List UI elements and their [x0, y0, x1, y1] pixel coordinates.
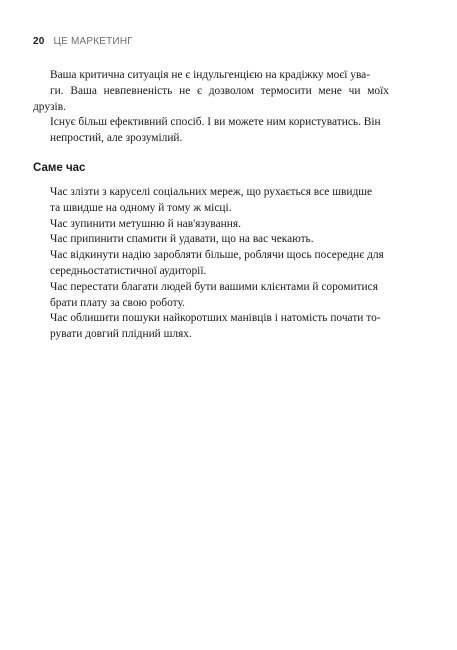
body-text	[33, 68, 389, 343]
text-line: Час припинити спамити й удавати, що на вас чекають.	[50, 233, 314, 246]
section-heading: Саме час	[33, 161, 86, 174]
text-line: та швидше на одному й тому ж місці.	[50, 201, 232, 214]
running-head	[33, 36, 133, 48]
text-line: брати плату за свою роботу.	[50, 296, 185, 309]
text-line: Час злізти з каруселі соціальних мереж, що рухається все швидше	[50, 185, 373, 198]
text-line: Час облишити пошуки найкоротших манівців і натомість почати то-	[50, 312, 381, 325]
text-line: непростий, але зрозумілий.	[50, 132, 183, 145]
text-line: рувати довгий плідний шлях.	[50, 328, 192, 341]
page-number: 20	[33, 36, 45, 47]
text-line: Час перестати благати людей бути вашими клієнтами й соромитися	[50, 280, 378, 293]
paragraph	[33, 115, 389, 147]
text-line: Ваша критична ситуація не є індульгенцією на крадіжку моєї ува-	[50, 69, 371, 81]
paragraph	[33, 232, 389, 248]
text-line: Існує більш ефективний спосіб. І ви можете ним користуватись. Він	[50, 116, 381, 129]
text-line: середньостатистичної аудиторії.	[50, 264, 207, 277]
paragraph	[33, 280, 389, 312]
paragraph	[33, 68, 389, 115]
text-line: Час відкинути надію заробляти більше, роблячи щось посереднє для	[50, 249, 384, 262]
paragraph	[33, 311, 389, 343]
paragraph	[33, 217, 389, 233]
text-line: Час зупинити метушню й нав'язування.	[50, 217, 241, 230]
text-line: ги. Ваша невпевненість не є дозволом термосити мене чи моїх друзів.	[33, 84, 389, 113]
paragraph	[33, 248, 389, 280]
paragraph	[33, 185, 389, 217]
book-title: ЦЕ МАРКЕТИНГ	[53, 36, 133, 47]
